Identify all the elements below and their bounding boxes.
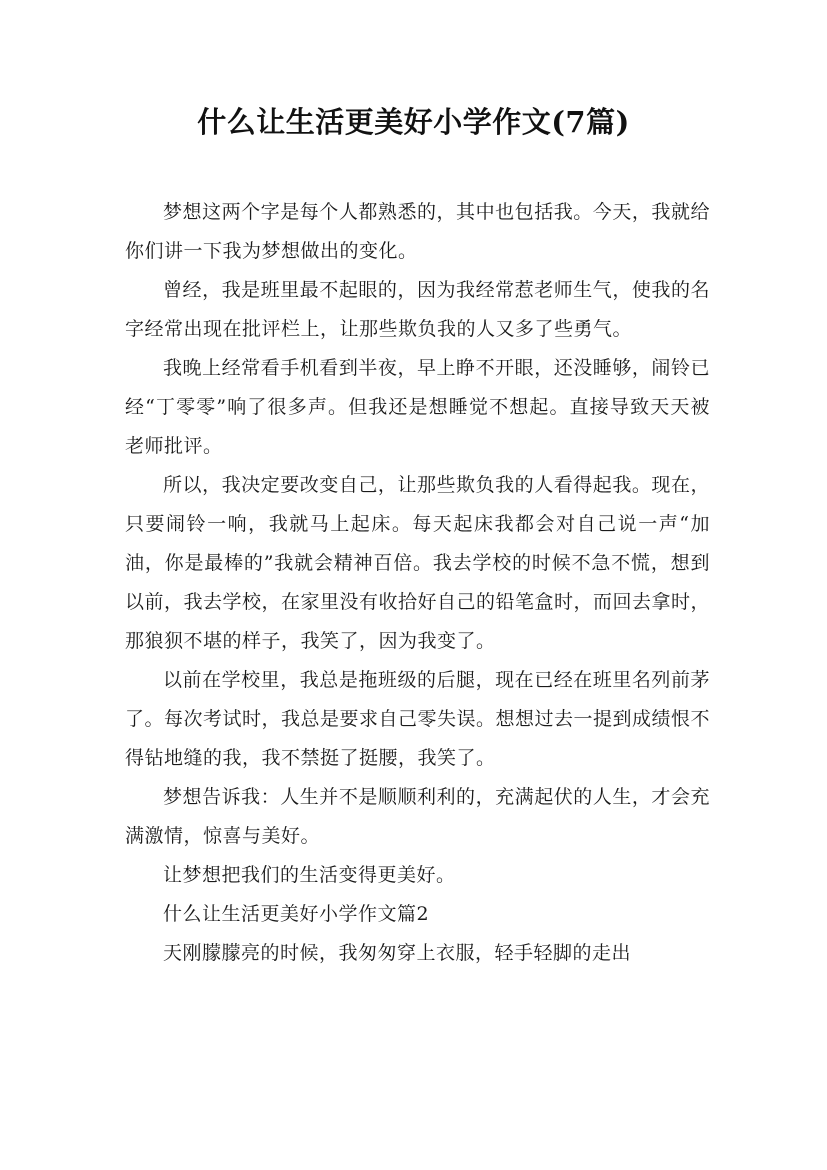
- section-heading-2: 什么让生活更美好小学作文篇2: [163, 903, 430, 925]
- paragraph-3: 我晚上经常看手机看到半夜，早上睁不开眼，还没睡够，闹铃已经“丁零零”响了很多声。但我还是想睡觉不想起。直接导致天天被老师批评。: [125, 357, 710, 457]
- document-title: 什么让生活更美好小学作文(7篇): [197, 105, 630, 139]
- paragraph-8: 天刚朦朦亮的时候，我匆匆穿上衣服，轻手轻脚的走出: [163, 942, 632, 964]
- paragraph-2: 曾经，我是班里最不起眼的，因为我经常惹老师生气，使我的名字经常出现在批评栏上，让那些欺负我的人又多了些勇气。: [125, 279, 710, 340]
- paragraph-4: 所以，我决定要改变自己，让那些欺负我的人看得起我。现在，只要闹铃一响，我就马上起床。每天起床我都会对自己说一声“加油，你是最棒的”我就会精神百倍。我去学校的时候不急不慌，想到以前，我去学校，在家里没有收拾好自己的铅笔盒时，而回去拿时，那狼狈不堪的样子，我笑了，因为我变了。: [125, 474, 711, 652]
- paragraph-1: 梦想这两个字是每个人都熟悉的，其中也包括我。今天，我就给你们讲一下我为梦想做出的变化。: [125, 201, 710, 262]
- document-body: [125, 193, 710, 973]
- paragraph-5: 以前在学校里，我总是拖班级的后腿，现在已经在班里名列前茅了。每次考试时，我总是要求自己零失误。想想过去一提到成绩恨不得钻地缝的我，我不禁挺了挺腰，我笑了。: [125, 669, 711, 769]
- paragraph-6: 梦想告诉我：人生并不是顺顺利利的，充满起伏的人生，才会充满激情，惊喜与美好。: [125, 786, 710, 847]
- paragraph-7: 让梦想把我们的生活变得更美好。: [163, 864, 456, 886]
